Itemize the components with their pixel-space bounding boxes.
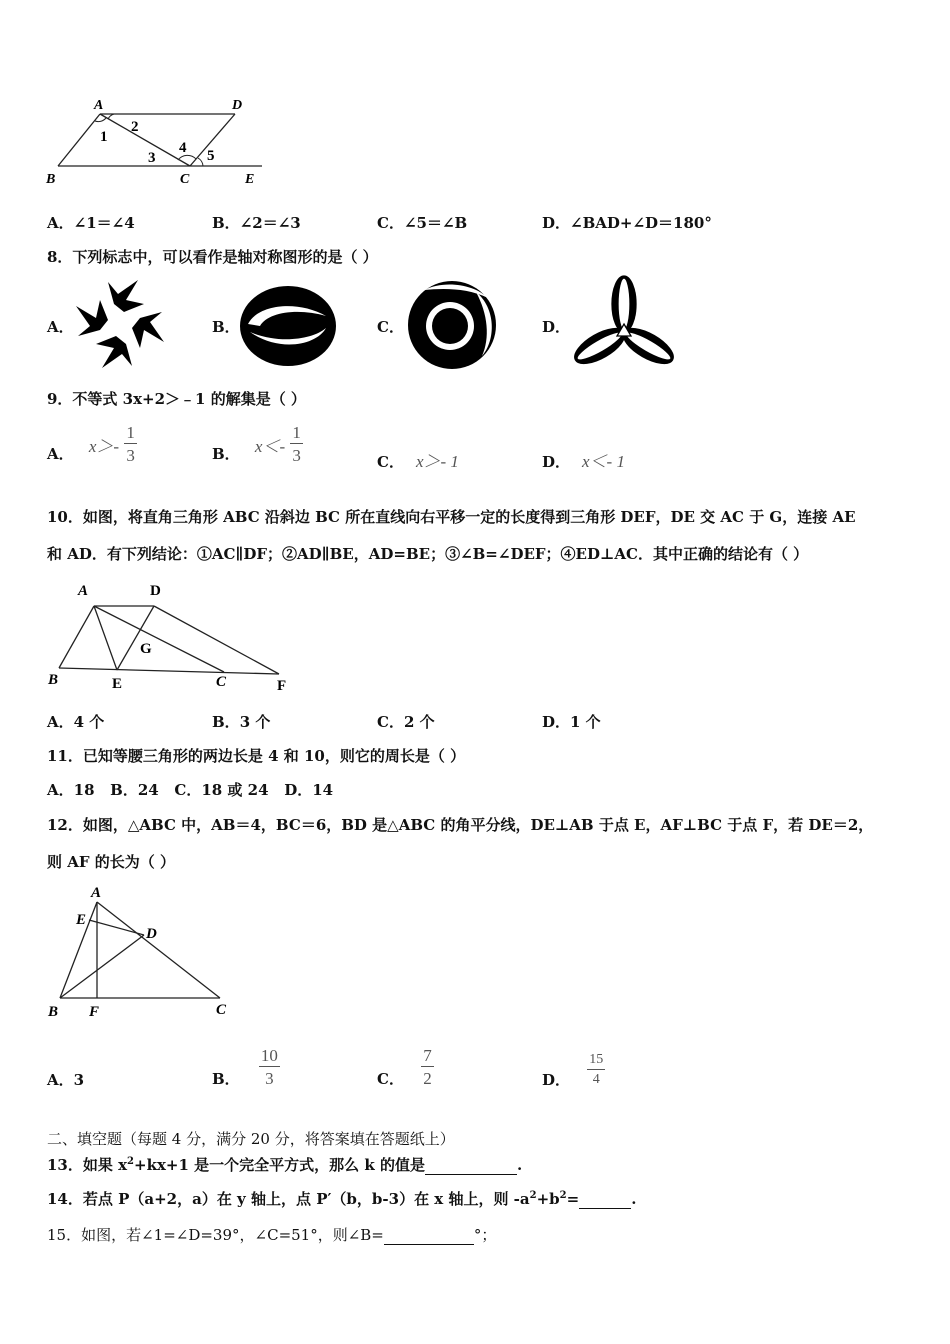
q7-label-5: 5 xyxy=(207,148,215,164)
q10-option-b-text: 3 个 xyxy=(239,713,271,731)
q7-arc-2 xyxy=(108,114,114,119)
q8-stem: 8．下列标志中，可以看作是轴对称图形的是（ ） xyxy=(47,248,378,266)
q12-label-d: D xyxy=(146,926,157,942)
q13-post: +kx+1 是一个完全平方式，那么 k 的值是 xyxy=(134,1156,425,1174)
q10-option-c-text: 2 个 xyxy=(403,713,435,731)
q12-label-b: B xyxy=(48,1004,59,1020)
q7-option-d[interactable] xyxy=(542,212,712,233)
q8-logo-d-trefoil-icon xyxy=(568,274,680,372)
q13-end: . xyxy=(517,1156,523,1174)
q10-option-a-text: 4 个 xyxy=(73,713,105,731)
q9-option-a-prefix: x＞- xyxy=(88,436,120,456)
q7-option-d-label: D． xyxy=(542,214,571,232)
q9-option-c[interactable] xyxy=(377,447,459,472)
q7-line-ab xyxy=(58,114,100,166)
q10-option-d-text: 1 个 xyxy=(570,713,601,731)
q12-option-b-fraction xyxy=(259,1047,280,1087)
q15-line xyxy=(47,1224,496,1245)
q12-option-c-fraction xyxy=(421,1047,434,1087)
q15-answer-blank[interactable] xyxy=(384,1226,474,1245)
q12-label-e: E xyxy=(76,912,87,928)
q12-line-ac xyxy=(97,902,220,998)
q9-option-b-prefix: x＜- xyxy=(254,436,286,456)
q7-label-d: D xyxy=(232,98,243,113)
q12-option-a[interactable] xyxy=(47,1069,84,1090)
q12-label-a: A xyxy=(91,885,102,901)
q12-option-b-num: 10 xyxy=(260,1045,278,1065)
q10-label-f: F xyxy=(277,678,287,693)
q9-option-a-fraction xyxy=(124,424,137,464)
q15-pre: 15．如图，若∠1=∠D=39°，∠C=51°，则∠B= xyxy=(47,1226,384,1244)
q12-option-b-den: 3 xyxy=(265,1068,274,1088)
q7-label-a: A xyxy=(94,98,104,113)
q7-option-b-text: ∠2＝∠3 xyxy=(239,214,301,232)
q14-pre: 14．若点 P（a+2，a）在 y 轴上，点 P′（b，b-3）在 x 轴上，则 -a xyxy=(47,1190,530,1208)
q12-option-d-fraction xyxy=(587,1053,605,1087)
q9-option-d-label: D． xyxy=(542,453,571,471)
q12-option-c[interactable] xyxy=(377,1044,434,1089)
q7-option-b-label: B． xyxy=(212,214,240,232)
q10-label-a: A xyxy=(78,583,89,599)
q8-logo-a-stars-icon xyxy=(72,276,168,372)
q7-label-2: 2 xyxy=(131,119,139,135)
q9-option-b[interactable] xyxy=(212,424,303,464)
q10-option-c[interactable] xyxy=(377,711,435,732)
q14-post: = xyxy=(566,1190,580,1208)
q10-option-b-label: B． xyxy=(212,713,240,731)
q12-figure xyxy=(44,880,244,1022)
q13-pre: 13．如果 x xyxy=(47,1156,128,1174)
q7-option-c[interactable] xyxy=(377,212,467,233)
q10-option-d-label: D． xyxy=(542,713,571,731)
q7-label-4: 4 xyxy=(179,140,187,156)
q9-option-a[interactable] xyxy=(47,424,137,464)
q11-options[interactable]: A．18 B．24 C．18 或 24 D．14 xyxy=(47,781,334,799)
q14-mid: +b xyxy=(536,1190,560,1208)
q12-stem-line1: 12．如图，△ABC 中，AB＝4，BC＝6，BD 是△ABC 的角平分线，DE⊥AB 于点 E，AF⊥BC 于点 F，若 DE＝2， xyxy=(47,816,874,834)
q9-option-a-den: 3 xyxy=(126,446,135,465)
q10-line-bf xyxy=(59,668,279,674)
q7-option-c-label: C． xyxy=(377,214,404,232)
q10-stem-line2: 和 AD．有下列结论：①AC∥DF；②AD∥BE，AD=BE；③∠B=∠DEF；④ED⊥AC．其中正确的结论有（ ） xyxy=(47,545,809,563)
q12-option-d-den: 4 xyxy=(592,1071,600,1087)
q9-option-b-den: 3 xyxy=(292,446,301,465)
q7-option-a[interactable] xyxy=(47,212,135,233)
q10-line-df xyxy=(154,606,279,674)
q8-option-d-label[interactable]: D． xyxy=(542,318,571,336)
q8-option-a-label[interactable]: A． xyxy=(47,318,74,336)
q12-option-a-text: 3 xyxy=(73,1071,85,1089)
q14-sup1: 2 xyxy=(529,1190,537,1201)
q8-logo-c-icon xyxy=(404,278,500,372)
q10-figure xyxy=(44,578,294,693)
q10-line-de xyxy=(117,606,154,670)
q10-option-d[interactable] xyxy=(542,711,601,732)
q10-label-c: C xyxy=(216,674,227,690)
q12-option-b[interactable] xyxy=(212,1044,280,1089)
q7-label-3: 3 xyxy=(148,150,156,166)
q7-option-a-label: A． xyxy=(47,214,74,232)
q10-label-g: G xyxy=(140,641,152,657)
q9-option-a-num: 1 xyxy=(126,423,135,442)
q12-option-d-label: D． xyxy=(542,1071,571,1089)
q8-logo-b-icon xyxy=(238,282,338,370)
q9-stem: 9．不等式 3x+2＞﹣1 的解集是（ ） xyxy=(47,390,306,408)
section2-heading: 二、填空题（每题 4 分，满分 20 分，将答案填在答题纸上） xyxy=(47,1130,455,1148)
q12-option-a-label: A． xyxy=(47,1071,74,1089)
q10-option-b[interactable] xyxy=(212,711,270,732)
q10-label-b: B xyxy=(48,672,59,688)
q7-label-b: B xyxy=(46,172,56,187)
q12-option-d-num: 15 xyxy=(587,1053,605,1070)
q13-line xyxy=(47,1154,522,1175)
q14-end: . xyxy=(631,1190,637,1208)
q12-option-c-den: 2 xyxy=(423,1068,432,1088)
q9-option-b-label: B． xyxy=(212,444,240,463)
q12-option-c-num: 7 xyxy=(423,1045,432,1065)
q12-option-d[interactable] xyxy=(542,1049,605,1090)
q15-end: °； xyxy=(473,1226,497,1244)
q9-option-c-label: C． xyxy=(377,453,404,471)
q10-option-a-label: A． xyxy=(47,713,74,731)
q9-option-d[interactable] xyxy=(542,447,625,472)
q12-label-f: F xyxy=(89,1004,100,1020)
q14-sup2: 2 xyxy=(559,1190,567,1201)
q10-option-c-label: C． xyxy=(377,713,404,731)
q13-answer-blank[interactable] xyxy=(425,1156,517,1175)
q10-stem-line1: 10．如图，将直角三角形 ABC 沿斜边 BC 所在直线向右平移一定的长度得到三角形 DEF，DE 交 AC 于 G，连接 AE xyxy=(47,508,856,526)
q7-option-b[interactable] xyxy=(212,212,301,233)
q12-stem-line2: 则 AF 的长为（ ） xyxy=(47,853,175,871)
q7-label-c: C xyxy=(180,172,190,187)
q9-option-b-num: 1 xyxy=(292,423,301,442)
q14-line xyxy=(47,1188,636,1209)
q7-arc-5 xyxy=(198,158,203,166)
q9-option-d-text: x＜- 1 xyxy=(582,452,625,471)
q14-answer-blank[interactable] xyxy=(579,1190,631,1209)
q12-label-c: C xyxy=(216,1002,227,1018)
q7-option-d-text: ∠BAD+∠D＝180° xyxy=(570,214,712,232)
q8-option-b-label[interactable]: B． xyxy=(212,318,240,336)
q10-label-e: E xyxy=(112,676,123,692)
q7-line-ac xyxy=(100,114,190,166)
q10-line-ab xyxy=(59,606,94,668)
q10-label-d: D xyxy=(150,583,161,599)
q12-option-c-label: C． xyxy=(377,1070,404,1088)
q7-arc-4 xyxy=(178,155,196,160)
q7-option-c-text: ∠5＝∠B xyxy=(403,214,468,232)
q7-option-a-text: ∠1＝∠4 xyxy=(73,214,135,232)
q12-option-b-label: B． xyxy=(212,1070,240,1088)
q10-option-a[interactable] xyxy=(47,711,104,732)
q9-option-c-text: x＞- 1 xyxy=(415,452,459,471)
q9-option-a-label: A． xyxy=(47,444,74,463)
q13-sup: 2 xyxy=(127,1156,135,1167)
q11-stem: 11．已知等腰三角形的两边长是 4 和 10，则它的周长是（ ） xyxy=(47,747,466,765)
q8-option-c-label[interactable]: C． xyxy=(377,318,404,336)
q7-label-e: E xyxy=(245,172,255,187)
q7-figure xyxy=(40,92,270,187)
q9-option-b-fraction xyxy=(290,424,303,464)
q7-label-1: 1 xyxy=(100,129,108,145)
